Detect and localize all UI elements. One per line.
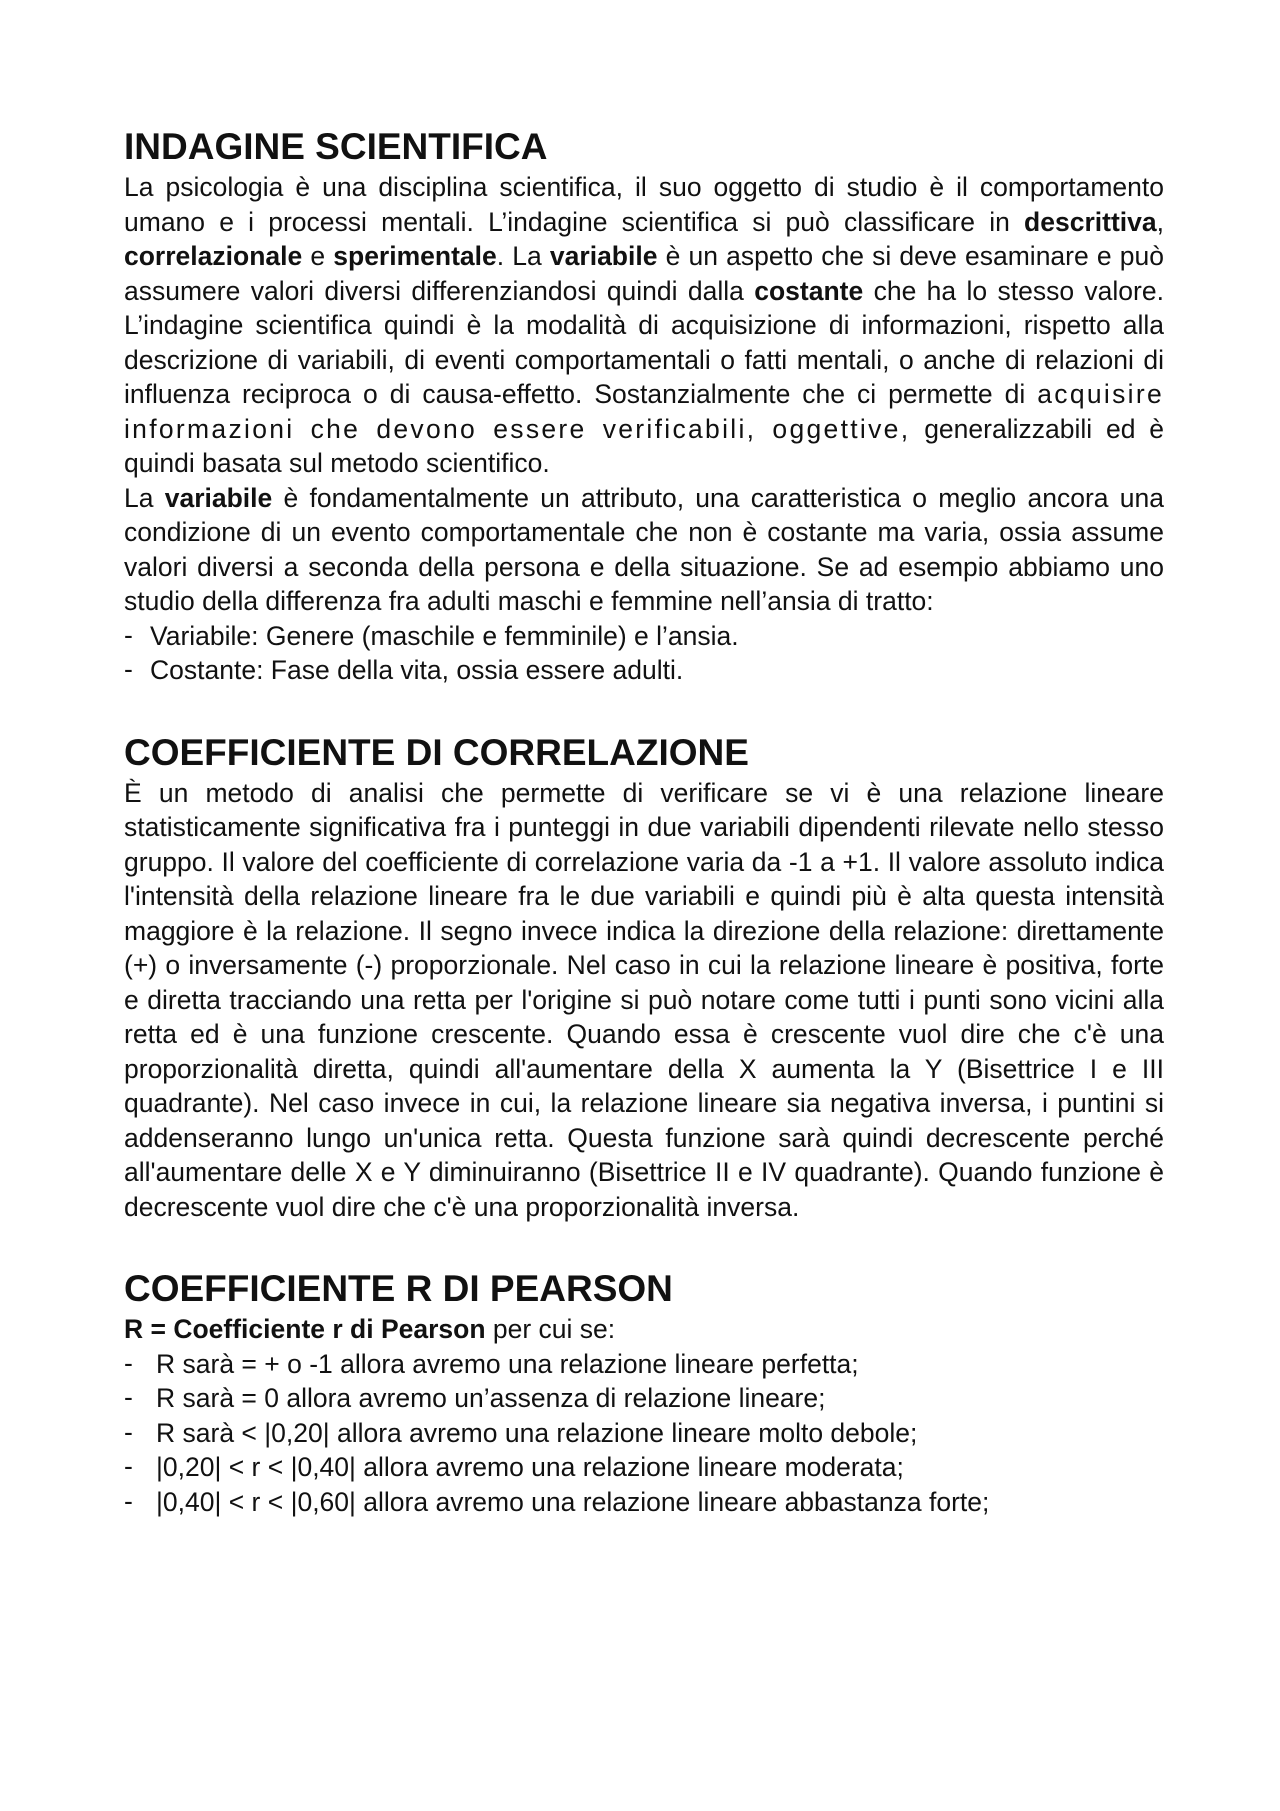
paragraph: È un metodo di analisi che permette di verificare se vi è una relazione lineare statisticamente significativa fra i punteggi in due variabili dipendenti rilevate nello stesso gruppo. Il valore del coefficiente di correlazione varia da -1 a +1. Il valore assoluto indica l'intensità della relazione lineare fra le due variabili e quindi più è alta questa intensità maggiore è la relazione. Il segno invece indica la direzione della relazione: direttamente (+) o inversamente (-) proporzionale. Nel caso in cui la relazione lineare è positiva, forte e diretta tracciando una retta per l'origine si può notare come tutti i punti sono vicini alla retta ed è una funzione crescente. Quando essa è crescente vuol dire che c'è una proporzionalità diretta, quindi all'aumentare della X aumenta la Y (Bisettrice I e III quadrante). Nel caso invece in cui, la relazione lineare sia negativa inversa, i puntini si addenseranno lungo un'unica retta. Questa funzione sarà quindi decrescente perché all'aumentare delle X e Y diminuiranno (Bisettrice II e IV quadrante). Quando funzione è decrescente vuol dire che c'è una proporzionalità inversa.: [124, 777, 1164, 1222]
dash-list: [124, 1347, 1164, 1520]
text-run: La: [124, 482, 165, 513]
list-item: - Variabile: Genere (maschile e femminile) e l’ansia.: [124, 619, 1164, 654]
text-run: e: [302, 241, 334, 271]
text-run: ,: [1156, 206, 1164, 237]
text-run: è un aspetto che si deve esaminare e può assumere valori diversi differenziandosi quindi dalla: [124, 241, 1164, 306]
text-run: che ha lo stesso valore. L’indagine scientifica quindi è la modalità di acquisizione di informazioni, rispetto alla descrizione di variabili, di eventi comportamentali o fatti mentali, o anche di relazioni di influenza reciproca o di causa-effetto. Sostanzialmente che ci permette di: [124, 275, 1164, 409]
bold-term: variabile: [164, 482, 273, 513]
bold-term: sperimentale: [333, 241, 497, 271]
dash-list: [124, 619, 1164, 688]
section-title: COEFFICIENTE DI CORRELAZIONE: [124, 731, 749, 773]
bold-term: variabile: [549, 241, 658, 271]
text-run: è fondamentalmente un attributo, una caratteristica o meglio ancora una condizione di un evento comportamentale che non è costante ma varia, ossia assume valori diversi a seconda della persona e della situazione. Se ad esempio abbiamo uno studio della differenza fra adulti maschi e femmine nell’ansia di tratto:: [124, 482, 1164, 616]
text-run: generalizzabili ed è quindi basata sul metodo scientifico.: [124, 413, 1165, 478]
text-run: La psicologia è una disciplina scientifica, il suo oggetto di studio è il comportamento umano e i processi mentali. L’indagine scientifica si può classificare in: [124, 172, 1164, 237]
bold-term: R = Coefficiente r di Pearson: [124, 1314, 486, 1344]
bold-term: descrittiva: [1024, 206, 1157, 237]
paragraph: [124, 481, 1164, 619]
list-item: - R sarà < |0,20| allora avremo una relazione lineare molto debole;: [124, 1416, 1164, 1451]
text-run: . La: [496, 241, 550, 271]
list-item: - R sarà = 0 allora avremo un’assenza di relazione lineare;: [124, 1381, 1164, 1416]
paragraph: [124, 170, 1164, 481]
bold-term: correlazionale: [124, 241, 303, 271]
list-item: - |0,20| < r < |0,40| allora avremo una relazione lineare moderata;: [124, 1450, 1164, 1485]
section-coefficiente-correlazione: [124, 730, 1164, 1225]
bold-term: costante: [754, 275, 864, 306]
paragraph: [124, 1312, 1164, 1347]
list-item: - R sarà = + o -1 allora avremo una relazione lineare perfetta;: [124, 1347, 1164, 1382]
section-coefficiente-pearson: [124, 1266, 1164, 1519]
section-title: COEFFICIENTE R DI PEARSON: [124, 1268, 673, 1309]
document-content: [124, 124, 1164, 1561]
text-run: per cui se:: [485, 1314, 616, 1344]
section-indagine-scientifica: [124, 124, 1164, 688]
text-run: acquisire informazioni che devono essere verificabili, oggettive,: [124, 379, 1164, 444]
section-title: INDAGINE SCIENTIFICA: [124, 126, 548, 167]
list-item: - Costante: Fase della vita, ossia essere adulti.: [124, 653, 1164, 688]
list-item: - |0,40| < r < |0,60| allora avremo una relazione lineare abbastanza forte;: [124, 1485, 1164, 1520]
